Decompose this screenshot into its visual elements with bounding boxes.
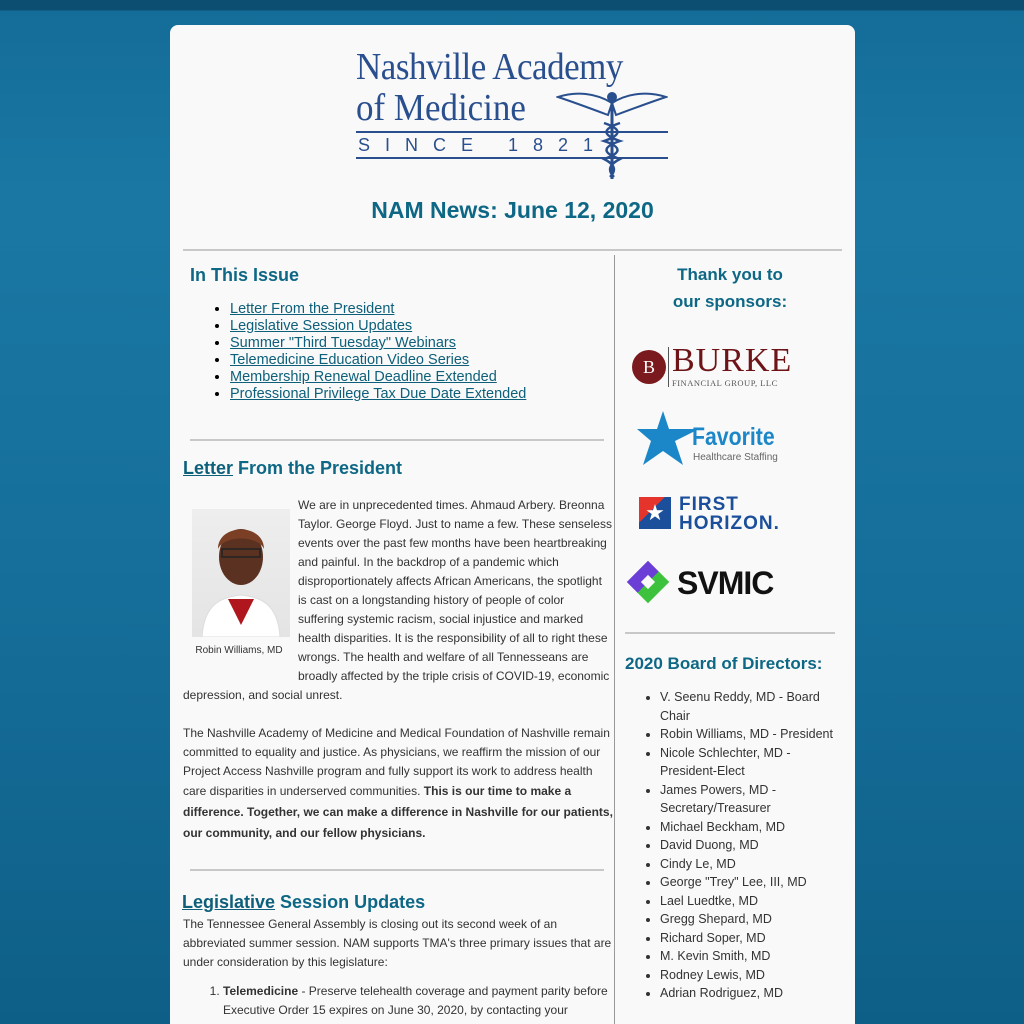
in-this-issue-heading: In This Issue: [190, 265, 300, 285]
column-divider: [614, 255, 615, 1024]
toc-link[interactable]: Letter From the President: [230, 301, 395, 317]
legislative-body: The Tennessee General Assembly is closing out its second week of an abbreviated summer session. NAM supports TMA's three primary issues that are under consideration by this legislature: 1. Telemedicine - Preserve telehealth coverage and payment parity before Executive Order 15 expires on June 30, 2020, by contacting your: [183, 915, 613, 1020]
logo-line1: Nashville Academy: [356, 46, 623, 88]
newsletter-title: NAM News: June 12, 2020: [371, 197, 654, 223]
board-member: • Adrian Rodriguez, MD: [660, 984, 840, 1003]
divider: [183, 249, 842, 251]
first-horizon-logo[interactable]: ★ FIRST HORIZON.: [639, 495, 789, 531]
board-member: • Richard Soper, MD: [660, 929, 840, 948]
divider: [190, 439, 604, 441]
divider: [190, 869, 604, 871]
toc-link[interactable]: Professional Privilege Tax Due Date Extended: [230, 386, 527, 402]
logo-line2: of Medicine: [356, 87, 526, 129]
toc-link[interactable]: Telemedicine Education Video Series: [230, 352, 470, 368]
letter-paragraph: We are in unprecedented times. Ahmaud Arbery. Breonna Taylor. George Floyd. Just to name a few. These senseless events over the past few months have been heartbreaking and painful. In the backdrop of a pandemic which disproportionately affects African Americans, the spotlight is cast on a longstanding history of people of color suffering systemic racism, social injustice and marked health disparities. It is the responsibility of all to right these wrongs. The health and welfare of all Tennesseans are broadly affected by the triple crisis of COVID-19, economic depression, and social unrest.: [183, 498, 612, 702]
board-member: • Lael Luedtke, MD: [660, 892, 840, 911]
sponsors-heading: Thank you to our sponsors:: [672, 265, 788, 311]
board-member: • Rodney Lewis, MD: [660, 966, 840, 985]
board-member: • David Duong, MD: [660, 836, 840, 855]
toc-link[interactable]: Summer "Third Tuesday" Webinars: [230, 335, 456, 351]
board-member: • George "Trey" Lee, III, MD: [660, 873, 840, 892]
board-member: • James Powers, MD - Secretary/Treasurer: [660, 781, 840, 818]
board-member: • Michael Beckham, MD: [660, 818, 840, 837]
toc-link[interactable]: Membership Renewal Deadline Extended: [230, 369, 497, 385]
board-member: • Cindy Le, MD: [660, 855, 840, 874]
board-member: • Nicole Schlechter, MD - President-Elect: [660, 744, 840, 781]
issue-toc: [230, 301, 526, 403]
letter-body: [183, 496, 613, 844]
divider: [625, 632, 835, 634]
photo-caption: Robin Williams, MD: [195, 645, 283, 656]
logo-since: SINCE 1821: [358, 135, 609, 155]
letter-heading: Letter From the President: [183, 458, 403, 478]
newsletter-card: [170, 25, 855, 1024]
board-member: • M. Kevin Smith, MD: [660, 947, 840, 966]
svmic-logo[interactable]: SVMIC: [629, 563, 789, 607]
issue-item: 1. Telemedicine - Preserve telehealth coverage and payment parity before Executive Order 15 expires on June 30, 2020, by contacting your: [223, 982, 613, 1020]
board-member: • V. Seenu Reddy, MD - Board Chair: [660, 688, 840, 725]
letter-paragraph: The Nashville Academy of Medicine and Medical Foundation of Nashville remain committed to equality and justice. As physicians, we reaffirm the mission of our Project Access Nashville program and fully support its work to address health care disparities in underserved communities. This is our time to make a difference. Together, we can make a difference in Nashville for our patients, our community, and our fellow physicians.: [183, 726, 613, 840]
board-member: • Gregg Shepard, MD: [660, 910, 840, 929]
letter-heading-link[interactable]: Letter: [183, 458, 234, 478]
toc-link[interactable]: Legislative Session Updates: [230, 318, 413, 334]
board-list: [660, 688, 840, 1003]
nam-logo: [356, 47, 670, 182]
board-heading: 2020 Board of Directors:: [625, 654, 823, 673]
legislative-heading: Legislative Session Updates: [182, 892, 426, 912]
favorite-logo[interactable]: Favorite Healthcare Staffing: [637, 411, 787, 467]
board-member: • Robin Williams, MD - President: [660, 725, 840, 744]
burke-logo[interactable]: B BURKE FINANCIAL GROUP, LLC: [632, 345, 792, 390]
legislative-heading-link[interactable]: Legislative: [182, 892, 276, 912]
caduceus-icon: [556, 89, 668, 181]
